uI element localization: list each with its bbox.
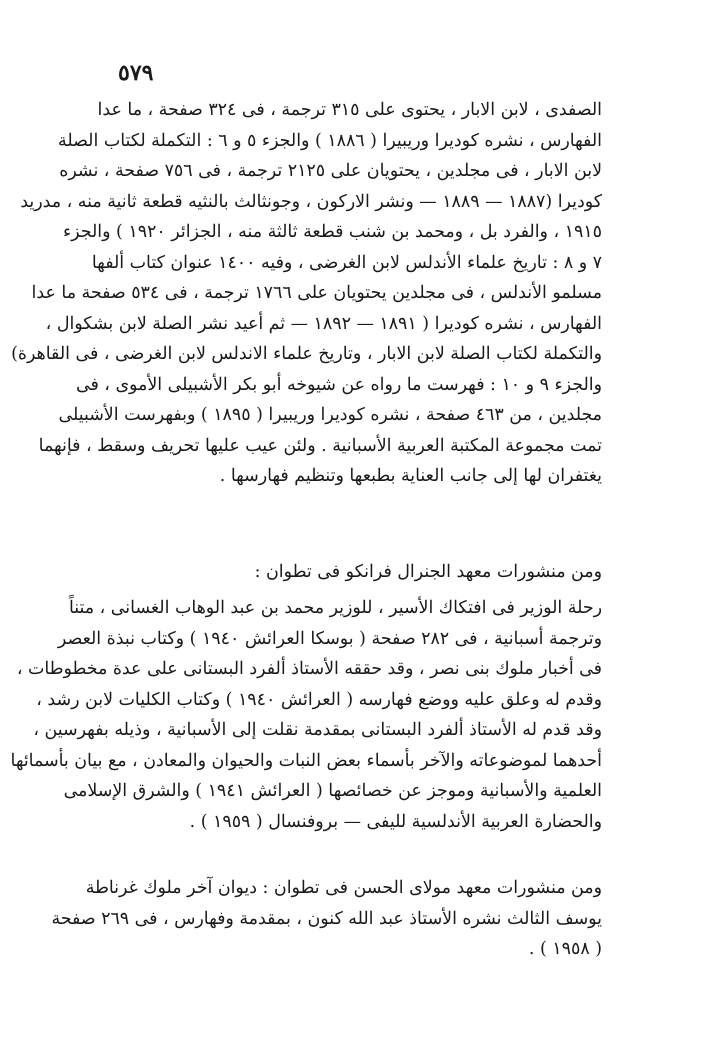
- paragraph-3-line: أحدهما لموضوعاته والآخر بأسماء بعض النبات والحيوان والمعادن ، مع بيان بأسمائها: [10, 750, 602, 771]
- paragraph-3-line: وقدم له وعلق عليه ووضع فهارسه ( العرائش ١٩٤٠ ) وكتاب الكليات لابن رشد ،: [36, 689, 602, 710]
- paragraph-1-line: ٧ و ٨ : تاريخ علماء الأندلس لابن الغرضى ، وفيه ١٤٠٠ عنوان كتاب ألفها: [91, 252, 602, 273]
- section-heading: ومن منشورات معهد الجنرال فرانكو فى تطوان :: [254, 562, 602, 582]
- paragraph-1-line: كوديرا (١٨٨٧ — ١٨٨٩ — ونشر الاركون ، وجونثالث بالنثيه قطعة ثانية منه ، مدريد: [20, 191, 602, 212]
- paragraph-3-line: والحضارة العربية الأندلسية لليفى — بروفنسال ( ١٩٥٩ ) .: [189, 811, 602, 832]
- paragraph-3-line: رحلة الوزير فى افتكاك الأسير ، للوزير محمد بن عبد الوهاب الغسانى ، متناً: [68, 598, 602, 618]
- paragraph-1-line: الفهارس ، نشره كوديرا ( ١٨٩١ — ١٨٩٢ — ثم أعيد نشر الصلة لابن بشكوال ،: [45, 313, 602, 334]
- paragraph-3-line: العلمية والأسبانية وموجز عن خصائصها ( العرائش ١٩٤١ ) والشرق الإسلامى: [63, 781, 602, 801]
- paragraph-1-line: مسلمو الأندلس ، فى مجلدين يحتويان على ١٧٦٦ ترجمة ، فى ٥٣٤ صفحة ما عدا: [31, 283, 602, 303]
- paragraph-3-line: وترجمة أسبانية ، فى ٢٨٢ صفحة ( بوسكا العرائش ١٩٤٠ ) وكتاب نبذة العصر: [57, 628, 602, 649]
- paragraph-3-line: فى أخبار ملوك بنى نصر ، وقد حققه الأستاذ ألفرد البستانى على عدة مخطوطات ،: [16, 659, 602, 679]
- heading-2: [116, 557, 602, 588]
- paragraph-1-line: يغتفران لها إلى جانب العناية بطبعها وتنظيم فهارسها .: [219, 466, 602, 486]
- paragraph-1-line: مجلدين ، من ٤٦٣ صفحة ، نشره كوديرا وريبيرا ( ١٨٩٥ ) وبفهرست الأشبيلى: [58, 405, 602, 425]
- paragraph-1-line: ١٩١٥ ، والفرد بل ، ومحمد بن شنب قطعة ثالثة منه ، الجزائر ١٩٢٠ ) والجزء: [62, 222, 602, 242]
- paragraph-1-line: تمت مجموعة المكتبة العربية الأسبانية . ولئن عيب عليها تحريف وسقط ، فإنهما: [38, 435, 602, 456]
- paragraph-4-line: ومن منشورات معهد مولاى الحسن فى تطوان : ديوان آخر ملوك غرناطة: [85, 878, 602, 898]
- paragraph-4: [51, 873, 602, 965]
- paragraph-1-line: والجزء ٩ و ١٠ : فهرست ما رواه عن شيوخه أبو بكر الأشبيلى الأموى ، فى: [75, 374, 602, 395]
- paragraph-1: [11, 95, 602, 492]
- paragraph-1-line: لابن الابار ، فى مجلدين ، يحتويان على ٢١٢٥ ترجمة ، فى ٧٥٦ صفحة ، نشره: [59, 161, 602, 181]
- paragraph-1-line: الفهارس ، نشره كوديرا وريبيرا ( ١٨٨٦ ) والجزء ٥ و ٦ : التكملة لكتاب الصلة: [58, 130, 602, 151]
- paragraph-3: [10, 593, 602, 837]
- paragraph-1-line: الصفدى ، لابن الابار ، يحتوى على ٣١٥ ترجمة ، فى ٣٢٤ صفحة ، ما عدا: [97, 100, 602, 120]
- paragraph-4-line: ( ١٩٥٨ ) .: [528, 939, 602, 959]
- page-number: ٥٧٩: [118, 60, 154, 86]
- paragraph-3-line: وقد قدم له الأستاذ ألفرد البستانى بمقدمة نقلت إلى الأسبانية ، وذيله بفهرسين ،: [33, 720, 602, 740]
- paragraph-4-line: يوسف الثالث نشره الأستاذ عبد الله كنون ، بمقدمة وفهارس ، فى ٢٦٩ صفحة: [51, 908, 602, 929]
- paragraph-1-line: والتكملة لكتاب الصلة لابن الابار ، وتاريخ علماء الاندلس لابن الغرضى ، فى القاهرة): [11, 344, 602, 364]
